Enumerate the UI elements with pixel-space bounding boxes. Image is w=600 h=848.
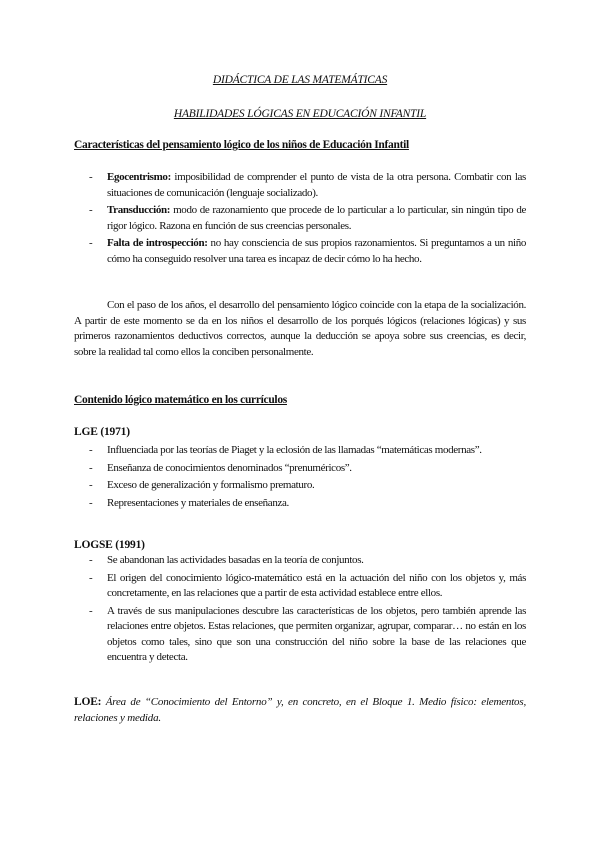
list-item xyxy=(74,443,526,459)
term: Transducción: xyxy=(107,204,171,216)
dash-bullet: - xyxy=(89,204,93,216)
section1-list xyxy=(74,170,526,269)
term: Egocentrismo: xyxy=(107,171,171,183)
dash-bullet: - xyxy=(89,461,93,474)
item-text: Influenciada por las teorías de Piaget y la eclosión de las llamadas “matemáticas modernas”. xyxy=(107,444,482,456)
section2-heading: Contenido lógico matemático en los currículos xyxy=(74,394,287,406)
document-title: DIDÁCTICA DE LAS MATEMÁTICAS xyxy=(212,74,388,86)
item-text: A través de sus manipulaciones descubre las características de los objetos, pero también aprende las relaciones entre objetos. Estas relaciones, que permiten organizar, agrupar, comparar… no están en los objetos como tales, sino que son una construcción del niño sobre la base de las relaciones que encuentra y detecta. xyxy=(107,604,526,663)
definition: modo de razonamiento que procede de lo particular a lo particular, sin ningún tipo de rigor lógico. Razona en función de sus creencias personales. xyxy=(107,204,526,232)
dash-bullet: - xyxy=(89,171,93,183)
list-item xyxy=(74,236,526,267)
definition: no hay consciencia de sus propios razonamientos. Si preguntamos a un niño cómo ha conseguido resolver una tarea es incapaz de decir cómo lo ha hecho. xyxy=(107,237,526,265)
lge-list xyxy=(74,443,526,513)
list-item xyxy=(74,604,526,666)
dash-bullet: - xyxy=(89,571,93,584)
item-text: Representaciones y materiales de enseñanza. xyxy=(107,496,289,509)
list-item xyxy=(74,203,526,234)
dash-bullet: - xyxy=(89,479,93,491)
document-subtitle: HABILIDADES LÓGICAS EN EDUCACIÓN INFANTIL xyxy=(173,108,427,120)
loe-text: Área de “Conocimiento del Entorno” y, en concreto, en el Bloque 1. Medio físico: elementos, relaciones y medida. xyxy=(74,696,526,724)
section1-paragraph: Con el paso de los años, el desarrollo del pensamiento lógico coincide con la etapa de la socialización. A partir de este momento se da en los niños el desarrollo de los porqués lógicos (relaciones lógicas) y sus primeros razonamientos deductivos correctos, aunque la deducción se apoya sobre sus creencias, es decir, sobre la realidad tal como ellos la conciben personalmente. xyxy=(74,299,526,358)
list-item xyxy=(74,496,526,512)
logse-label: LOGSE (1991) xyxy=(74,539,145,551)
dash-bullet: - xyxy=(89,496,93,509)
list-item xyxy=(74,478,526,494)
logse-list xyxy=(74,553,526,668)
item-text: El origen del conocimiento lógico-matemático está en la actuación del niño con los objetos y, más concretamente, en las relaciones que a partir de esta actividad establece entre ellos. xyxy=(107,571,526,599)
section1-heading: Características del pensamiento lógico de los niños de Educación Infantil xyxy=(74,139,409,151)
item-text: Se abandonan las actividades basadas en la teoría de conjuntos. xyxy=(107,554,364,566)
dash-bullet: - xyxy=(89,444,93,456)
term: Falta de introspección: xyxy=(107,237,208,249)
lge-label: LGE (1971) xyxy=(74,426,130,438)
item-text: Exceso de generalización y formalismo prematuro. xyxy=(107,479,315,491)
dash-bullet: - xyxy=(89,604,93,617)
loe-paragraph xyxy=(74,695,526,726)
item-text: Enseñanza de conocimientos denominados “prenuméricos”. xyxy=(107,461,352,474)
definition: imposibilidad de comprender el punto de vista de la otra persona. Combatir con las situaciones de comunicación (lenguaje socializado). xyxy=(107,171,526,199)
dash-bullet: - xyxy=(89,237,93,249)
list-item xyxy=(74,170,526,201)
loe-label: LOE: xyxy=(74,696,102,708)
list-item xyxy=(74,571,526,602)
dash-bullet: - xyxy=(89,554,93,566)
list-item xyxy=(74,461,526,477)
list-item xyxy=(74,553,526,569)
